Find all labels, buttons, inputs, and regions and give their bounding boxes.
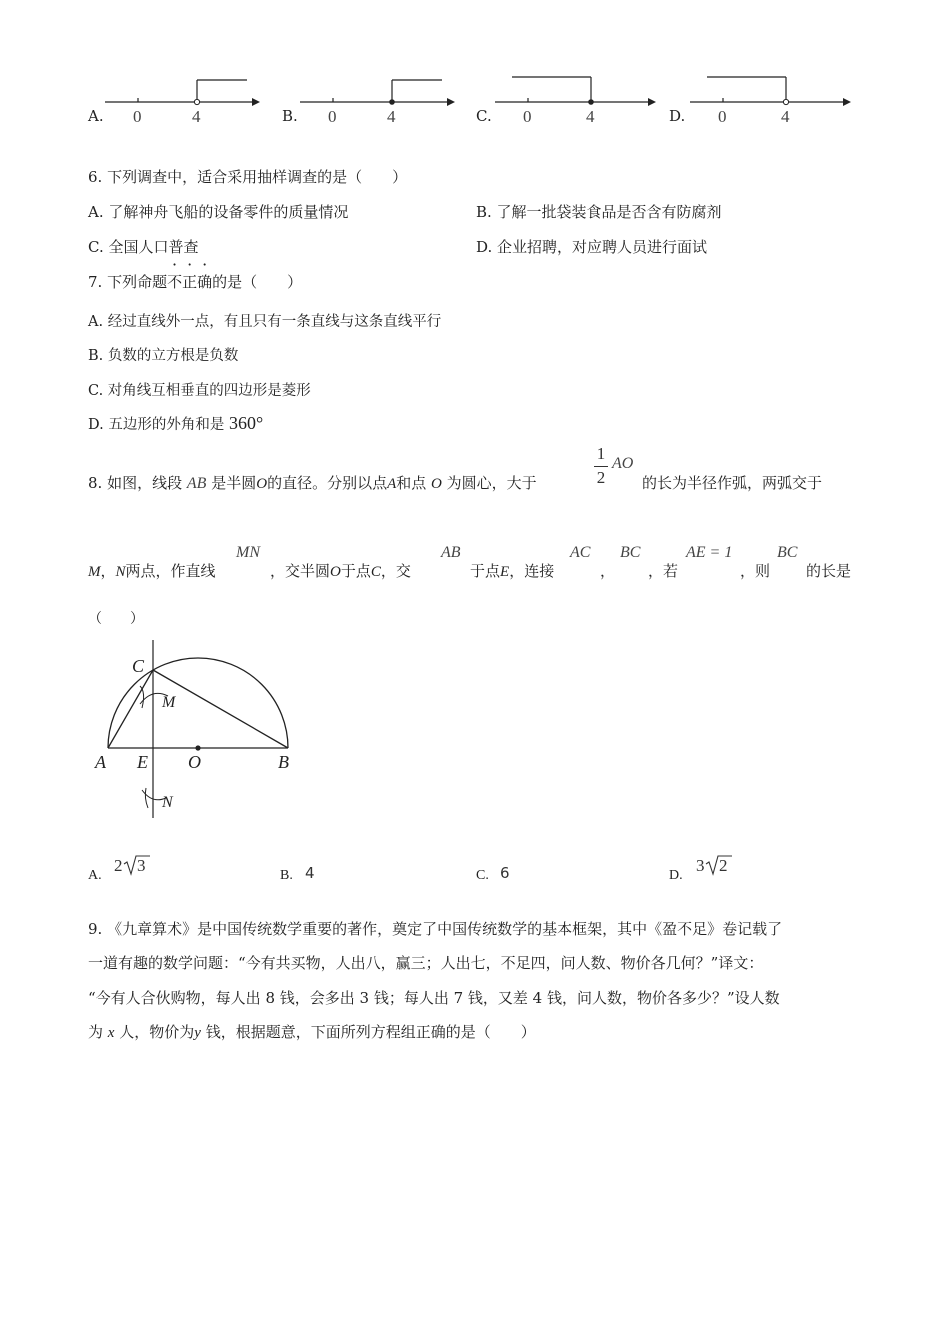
q8-point-o: O (330, 564, 341, 580)
q8-text: 8. 如图，线段 (88, 474, 183, 492)
fraction-numerator: 1 (596, 444, 606, 463)
q8-text: 和点 (396, 474, 427, 492)
tick-4: 4 (781, 107, 790, 126)
q8-line-2c (470, 560, 554, 581)
q8-if: ，若 (648, 562, 679, 580)
fraction-denominator: 2 (596, 468, 606, 487)
segment-ac (108, 670, 153, 748)
q8-text: 于点 (470, 562, 501, 580)
q8-segment-ac: AC (570, 544, 591, 561)
q8-segment-bc: BC (620, 544, 641, 561)
arc-mark-m-2 (140, 686, 144, 708)
q9-line-2: 一道有趣的数学问题：“今有共买物，人出八，赢三；人出七，不足四，问人数、物价各几何？”译文： (88, 954, 764, 972)
q6-option-b[interactable]: B. 了解一批袋装食品是否含有防腐剂 (476, 203, 722, 221)
q9-text: 人，物价为 (119, 1023, 195, 1041)
q8-point-o: O (256, 476, 268, 492)
q8-option-c-label[interactable]: C. (476, 868, 489, 883)
q8-point-n: N (115, 564, 126, 580)
q8-text: 于点 (340, 562, 371, 580)
q8-option-d-label[interactable]: D. (669, 868, 683, 883)
label-a: A (95, 752, 106, 772)
q7-stem-pre: 7. 下列命题 (88, 273, 168, 291)
arc-mark-n-2 (145, 788, 148, 808)
number-line-b (295, 72, 465, 132)
q6-option-c[interactable]: C. 全国人口普查 (88, 238, 199, 256)
option-d-label[interactable]: D. (669, 107, 686, 125)
q8-length-is: 的长是 (806, 562, 852, 580)
q8-text: 是半圆 (211, 474, 257, 492)
q7-stem (88, 271, 302, 292)
q8-segment-ao: AO (612, 455, 634, 472)
option-b-label[interactable]: B. (282, 107, 298, 125)
q8-text: ， (100, 562, 116, 580)
q8-line-mn: MN (236, 544, 260, 561)
q8-segment-ab: AB (186, 475, 207, 492)
tick-0: 0 (523, 107, 532, 126)
q8-point-c: C (370, 564, 381, 580)
q8-answer-paren: （ ） (88, 611, 144, 627)
q8-segment-ab-2: AB (441, 544, 461, 561)
label-e: E (137, 752, 148, 772)
label-c: C (132, 656, 145, 676)
q9-text: 为 (88, 1023, 104, 1041)
q7-option-c[interactable]: C. 对角线互相垂直的四边形是菱形 (88, 383, 311, 399)
q9-line-1: 9. 《九章算术》是中国传统数学重要的著作，奠定了中国传统数学的基本框架，其中《盈不足》卷记载了 (88, 920, 783, 938)
number-line-a (100, 72, 270, 132)
option-a-label[interactable]: A. (88, 107, 104, 125)
q8-point-o: O (431, 476, 442, 492)
q7-stem-post: 的是（ ） (212, 273, 303, 291)
coefficient: 3 (696, 856, 705, 875)
q7-emph-2: 正 (182, 273, 198, 291)
q8-point-a: A (387, 476, 397, 492)
q9-text: 钱，根据题意，下面所列方程组正确的是（ ） (205, 1023, 536, 1041)
q8-option-b-value[interactable]: 4 (305, 864, 315, 882)
q8-text: 为圆心，大于 (446, 474, 537, 492)
q8-line-1-tail: 的长为半径作弧，两弧交于 (642, 474, 823, 492)
q8-line-2a (88, 560, 216, 581)
q6-option-a[interactable]: A. 了解神舟飞船的设备零件的质量情况 (88, 203, 349, 221)
tick-4: 4 (586, 107, 595, 126)
radicand: 2 (719, 856, 728, 875)
q6-option-d[interactable]: D. 企业招聘，对应聘人员进行面试 (476, 238, 708, 256)
q8-point-m: M (88, 564, 101, 580)
q7-option-d[interactable] (88, 413, 263, 434)
q8-then: ，则 (740, 562, 771, 580)
q8-option-d-value[interactable] (694, 852, 734, 878)
q6-stem: 6. 下列调查中，适合采用抽样调查的是（ ） (88, 168, 408, 186)
q8-ae-equals: AE = 1 (686, 544, 733, 561)
q8-text: ，交 (380, 562, 411, 580)
center-point-o (195, 745, 200, 750)
q8-point-e: E (500, 564, 510, 580)
q9-line-3: “今有人合伙购物，每人出 8 钱，会多出 3 钱；每人出 7 钱，又差 4 钱，问人数，物价各多少？”设人数 (88, 989, 780, 1007)
q9-var-x: x (107, 1025, 115, 1041)
q7-emph-3: 确 (197, 273, 213, 291)
label-o: O (188, 752, 201, 772)
tick-4: 4 (192, 107, 201, 126)
tick-0: 0 (328, 107, 337, 126)
q7-option-d-text: D. 五边形的外角和是 (88, 417, 225, 433)
q7-option-a[interactable]: A. 经过直线外一点，有且只有一条直线与这条直线平行 (88, 314, 442, 330)
q9-var-y: y (194, 1025, 201, 1041)
number-line-d (685, 72, 860, 132)
q8-text: 的直径。分别以点 (267, 474, 388, 492)
coefficient: 2 (114, 856, 123, 875)
label-n: N (162, 794, 173, 811)
tick-0: 0 (133, 107, 142, 126)
q8-option-b-label[interactable]: B. (280, 868, 293, 883)
q7-option-d-math: 360° (228, 413, 264, 433)
q8-line-2b (270, 560, 411, 581)
q9-line-4 (88, 1021, 536, 1042)
q8-line-1 (88, 472, 537, 493)
q8-option-a-label[interactable]: A. (88, 868, 102, 883)
label-b: B (278, 752, 289, 772)
q8-option-c-value[interactable]: 6 (500, 864, 510, 882)
q8-option-a-value[interactable] (112, 852, 152, 878)
semicircle-figure (90, 632, 305, 822)
radicand: 3 (137, 856, 146, 875)
option-c-label[interactable]: C. (476, 107, 492, 125)
q7-option-b[interactable]: B. 负数的立方根是负数 (88, 348, 239, 364)
q8-comma: ， (600, 562, 616, 580)
q8-text: 两点，作直线 (125, 562, 216, 580)
q8-text: ，交半圆 (270, 562, 331, 580)
q8-segment-bc-2: BC (777, 544, 798, 561)
fraction-bar (594, 466, 608, 467)
q8-text: ，连接 (509, 562, 555, 580)
label-m: M (162, 694, 176, 711)
q7-emph-1: 不 (167, 273, 183, 291)
tick-0: 0 (718, 107, 727, 126)
number-line-c (490, 72, 665, 132)
tick-4: 4 (387, 107, 396, 126)
